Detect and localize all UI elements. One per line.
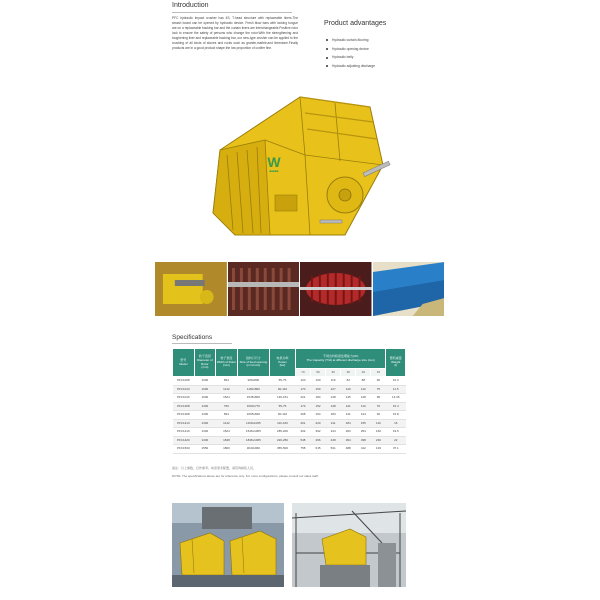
- detail-photo-blowbars: [228, 262, 300, 316]
- machine-logo-icon: [263, 155, 285, 173]
- table-cell: 90-110: [270, 411, 296, 420]
- table-cell: 15.8: [386, 411, 406, 420]
- table-row: [173, 411, 406, 420]
- advantages-list: [326, 36, 375, 71]
- table-cell: 170: [295, 385, 310, 394]
- table-cell: 261: [295, 419, 310, 428]
- table-cell: PFC1420: [173, 436, 195, 445]
- advantages-title: Product advantages: [324, 20, 387, 27]
- table-cell: 1000: [194, 377, 216, 386]
- table-cell: 155: [356, 419, 371, 428]
- header-feed-opening: 进料口尺寸 Size of feed opening (mm×mm): [237, 349, 269, 377]
- table-cell: 15.4: [386, 402, 406, 411]
- machine-logo-letter: W: [267, 154, 281, 170]
- table-cell: PFC1308: [173, 411, 195, 420]
- table-cell: 448: [326, 436, 341, 445]
- table-cell: 1524: [216, 394, 238, 403]
- table-cell: 220: [311, 419, 326, 428]
- table-cell: 1330: [194, 402, 216, 411]
- header-rotor-diameter: 转子直径 Diameter of Rotor (mm): [194, 349, 216, 377]
- table-cell: 220-250: [270, 436, 296, 445]
- table-cell: 1846x1065: [237, 436, 269, 445]
- table-cell: 120: [295, 377, 310, 386]
- table-cell: PFC1416: [173, 428, 195, 437]
- table-cell: 834: [216, 411, 238, 420]
- intro-divider: [172, 12, 292, 13]
- header-capacity: 不同出料粒度处理能力(t/h) The Capacity (T/H) at different discharge size (mm): [295, 349, 386, 369]
- table-cell: 412: [356, 445, 371, 454]
- advantage-item: Hydraulic opening device: [326, 45, 375, 54]
- table-cell: 230: [371, 436, 386, 445]
- detail-photo-strip: [155, 262, 444, 316]
- table-cell: 184: [311, 394, 326, 403]
- header-size: 70: [295, 369, 310, 377]
- table-cell: 1060x770: [237, 402, 269, 411]
- table-cell: 173: [295, 402, 310, 411]
- table-cell: 128: [356, 394, 371, 403]
- table-cell: 13.35: [386, 394, 406, 403]
- table-cell: 338: [356, 436, 371, 445]
- table-row: [173, 402, 406, 411]
- table-row: [173, 419, 406, 428]
- table-cell: 1330: [194, 436, 216, 445]
- table-cell: 75: [371, 385, 386, 394]
- header-model: 型号 Model: [173, 349, 195, 377]
- table-cell: 758: [295, 445, 310, 454]
- table-cell: 11.5: [386, 385, 406, 394]
- table-cell: 22: [386, 436, 406, 445]
- table-cell: 124: [356, 411, 371, 420]
- table-cell: 1065x820: [237, 411, 269, 420]
- impact-crusher-image: [205, 95, 405, 245]
- header-size: 25: [341, 369, 356, 377]
- advantage-item: Hydraulic curtain-flooring: [326, 36, 375, 45]
- table-cell: 184: [341, 419, 356, 428]
- table-cell: 1000: [194, 394, 216, 403]
- table-cell: 208: [295, 411, 310, 420]
- table-cell: 1524: [216, 428, 238, 437]
- table-cell: 1160x800: [237, 385, 269, 394]
- table-cell: 88: [356, 377, 371, 386]
- table-cell: 90-110: [270, 385, 296, 394]
- table-cell: 37.1: [386, 445, 406, 454]
- table-cell: 95: [371, 394, 386, 403]
- table-cell: 531: [326, 445, 341, 454]
- note-chinese: 备注：以上参数，仅作参考。如需更多配置，请咨询销售人员。: [172, 466, 257, 470]
- table-cell: 1546x1065: [237, 428, 269, 437]
- table-cell: 760: [216, 402, 238, 411]
- note-english: NOTE: The specifications above are for reference only. For more configurations, please consult our sales staff.: [172, 474, 319, 478]
- header-size: 20: [356, 369, 371, 377]
- header-rotor-width: 转子宽度 Width of Rotor (mm): [216, 349, 238, 377]
- table-cell: PFC1413: [173, 419, 195, 428]
- table-row: [173, 445, 406, 454]
- table-cell: PFC1016: [173, 394, 195, 403]
- table-cell: 1800: [216, 445, 238, 454]
- table-cell: 221: [295, 394, 310, 403]
- site-photo-plant: [292, 503, 406, 587]
- specifications-body: [173, 377, 406, 454]
- table-cell: 3040x960: [237, 445, 269, 454]
- table-cell: 930x800: [237, 377, 269, 386]
- table-cell: 185-200: [270, 428, 296, 437]
- table-cell: 100: [311, 377, 326, 386]
- specifications-table: [172, 348, 406, 454]
- table-row: [173, 385, 406, 394]
- table-cell: 183: [326, 411, 341, 420]
- table-cell: 19.5: [386, 428, 406, 437]
- table-cell: 92: [371, 411, 386, 420]
- table-cell: 254: [356, 428, 371, 437]
- table-cell: 110-160: [270, 419, 296, 428]
- table-cell: 145: [341, 394, 356, 403]
- table-cell: 84: [341, 377, 356, 386]
- table-cell: 1545x800: [237, 394, 269, 403]
- table-cell: 138: [326, 394, 341, 403]
- table-row: [173, 436, 406, 445]
- table-cell: 55-75: [270, 377, 296, 386]
- table-row: [173, 428, 406, 437]
- table-cell: 834: [216, 377, 238, 386]
- header-power: 电机功率 Power (kw): [270, 349, 296, 377]
- table-cell: 141: [341, 411, 356, 420]
- detail-photo-rotor: [300, 262, 372, 316]
- table-cell: 110: [371, 419, 386, 428]
- table-cell: 488: [341, 445, 356, 454]
- table-cell: 344: [326, 428, 341, 437]
- detail-photo-hydraulic: [155, 262, 227, 316]
- specifications-title: Specifications: [172, 334, 213, 341]
- table-cell: PFC1008: [173, 377, 195, 386]
- table-cell: 1330: [194, 428, 216, 437]
- table-cell: 496: [311, 436, 326, 445]
- table-cell: 116: [326, 377, 341, 386]
- table-cell: 150: [311, 385, 326, 394]
- table-cell: 1160x1065: [237, 419, 269, 428]
- table-cell: 548: [295, 436, 310, 445]
- table-cell: 10.3: [386, 377, 406, 386]
- table-cell: 152: [311, 402, 326, 411]
- table-cell: 120: [341, 385, 356, 394]
- table-cell: 55-75: [270, 402, 296, 411]
- table-cell: 1142: [216, 385, 238, 394]
- intro-title: Introduction: [172, 2, 209, 9]
- advantage-item: Hydraulic adjusting discharge: [326, 62, 375, 71]
- table-cell: 16: [386, 419, 406, 428]
- machine-logo-sub: ■■■■■: [269, 169, 279, 173]
- table-cell: 615: [311, 445, 326, 454]
- table-cell: 130-151: [270, 394, 296, 403]
- table-row: [173, 394, 406, 403]
- table-cell: 110: [356, 402, 371, 411]
- table-cell: 1000: [194, 385, 216, 394]
- table-cell: 60: [371, 377, 386, 386]
- header-size: 35: [326, 369, 341, 377]
- table-cell: 139: [371, 445, 386, 454]
- table-cell: 148: [326, 402, 341, 411]
- intro-text: PFC hydraulic impact crusher has 4S, T-head structure with replaceable liners.The smash board can be opened by hydraulic device. Fresh blow bars with locking tongue are on a replaceable backing bar and the curtain liners are interchangeable.Positive rotor lock to ensure the safety of persons who change the rotor.With the strengthening and toughening liner and replaceable backing bar, our new-type crusher can be applied to the crushing of all kinds of stones and rocks such as granite,marble,and limestone.Finally products are in a good product shape,the low proportion of conifer fine.: [172, 16, 298, 50]
- table-cell: 127: [326, 385, 341, 394]
- advantage-item: Hydraulic belly: [326, 53, 375, 62]
- specifications-divider: [172, 343, 232, 344]
- table-cell: 402: [295, 428, 310, 437]
- table-cell: 362: [311, 428, 326, 437]
- table-cell: 1142: [216, 419, 238, 428]
- table-row: [173, 377, 406, 386]
- table-cell: 211: [326, 419, 341, 428]
- table-cell: 394: [341, 436, 356, 445]
- table-cell: 76: [371, 402, 386, 411]
- header-size: 15: [371, 369, 386, 377]
- table-cell: 110: [356, 385, 371, 394]
- table-cell: PFC1530: [173, 445, 195, 454]
- detail-photo-liners: [373, 262, 445, 316]
- header-size: 50: [311, 369, 326, 377]
- table-cell: 160: [371, 428, 386, 437]
- table-cell: 1330: [194, 419, 216, 428]
- table-cell: 1848: [216, 436, 238, 445]
- table-cell: 121: [341, 402, 356, 411]
- header-weight: 整机重量 Weight (t): [386, 349, 406, 377]
- table-cell: 355-500: [270, 445, 296, 454]
- table-cell: 263: [341, 428, 356, 437]
- table-cell: 1330: [194, 411, 216, 420]
- table-cell: 1550: [194, 445, 216, 454]
- table-cell: PFC1308: [173, 402, 195, 411]
- site-photo-twin-crushers: [172, 503, 284, 587]
- table-cell: PFC1010: [173, 385, 195, 394]
- table-cell: 164: [311, 411, 326, 420]
